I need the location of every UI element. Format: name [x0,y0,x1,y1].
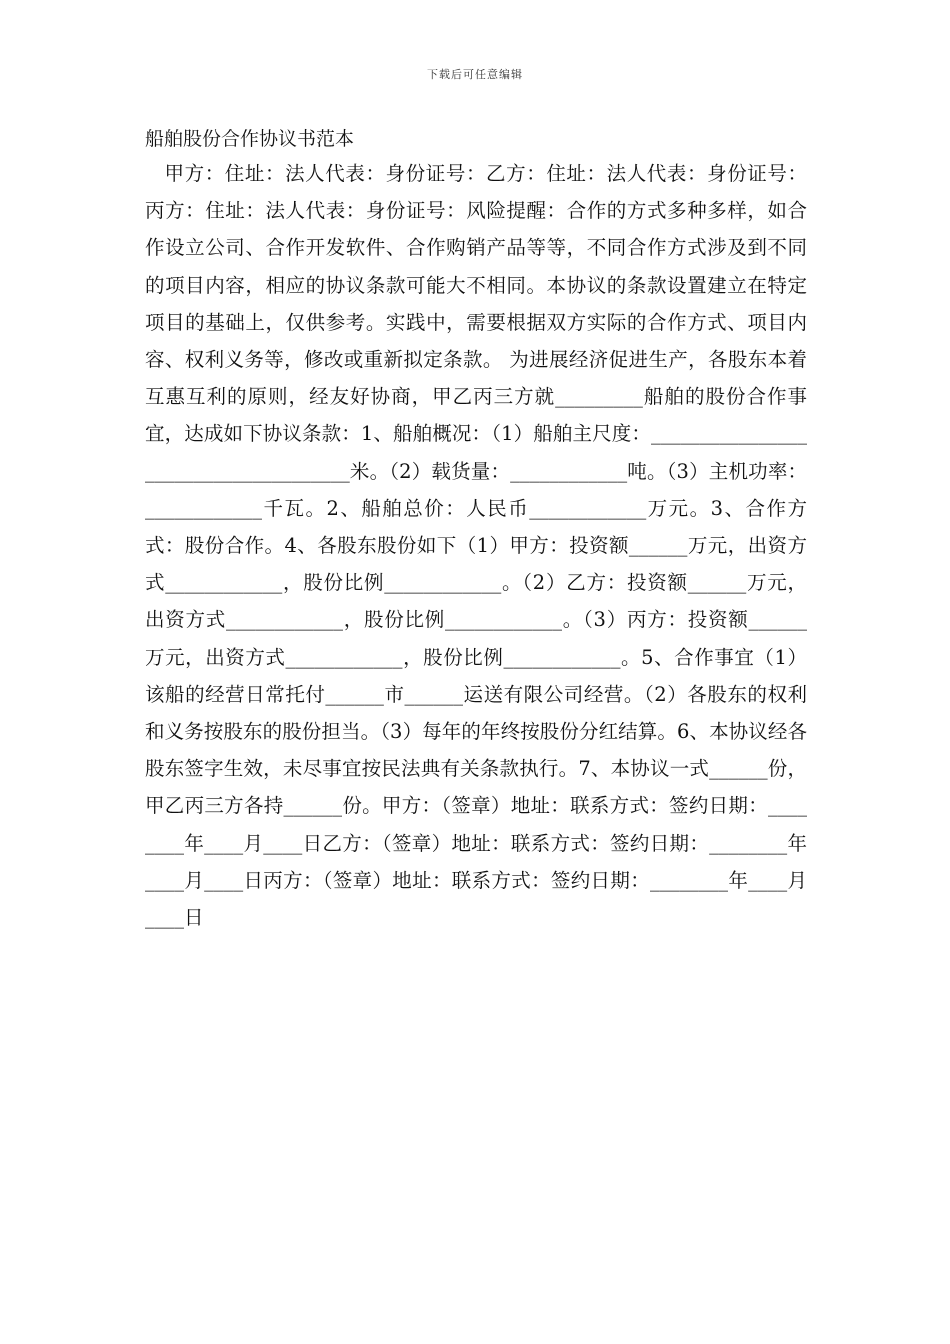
document-body: 甲方：住址：法人代表：身份证号：乙方：住址：法人代表：身份证号：丙方：住址：法人代表：身份证号：风险提醒：合作的方式多种多样，如合作设立公司、合作开发软件、合作购销产品等等，不同合作方式涉及到不同的项目内容，相应的协议条款可能大不相同。本协议的条款设置建立在特定项目的基础上，仅供参考。实践中，需要根据双方实际的合作方式、项目内容、权利义务等，修改或重新拟定条款。 为进展经济促进生产，各股东本着互惠互利的原则，经友好协商，甲乙丙三方就_________船舶的股份合作事宜，达成如下协议条款：1、船舶概况：（1）船舶主尺度：_____________________________________米。（2）载货量：____________吨。（3）主机功率：____________千瓦。2、船舶总价：人民币____________万元。3、合作方式：股份合作。4、各股东股份如下（1）甲方：投资额______万元，出资方式____________，股份比例____________。（2）乙方：投资额______万元，出资方式____________，股份比例____________。（3）丙方：投资额______万元，出资方式____________，股份比例____________。5、合作事宜（1）该船的经营日常托付______市______运送有限公司经营。（2）各股东的权利和义务按股东的股份担当。（3）每年的年终按股份分红结算。6、本协议经各股东签字生效，未尽事宜按民法典有关条款执行。7、本协议一式______份，甲乙丙三方各持______份。甲方：（签章）地址：联系方式：签约日期：________年____月____日乙方：（签章）地址：联系方式：签约日期：________年____月____日丙方：（签章）地址：联系方式：签约日期：________年____月____日 [145,162,807,930]
document-title: 船舶股份合作协议书范本 [145,128,355,150]
header-note: 下载后可任意编辑 [427,68,523,81]
